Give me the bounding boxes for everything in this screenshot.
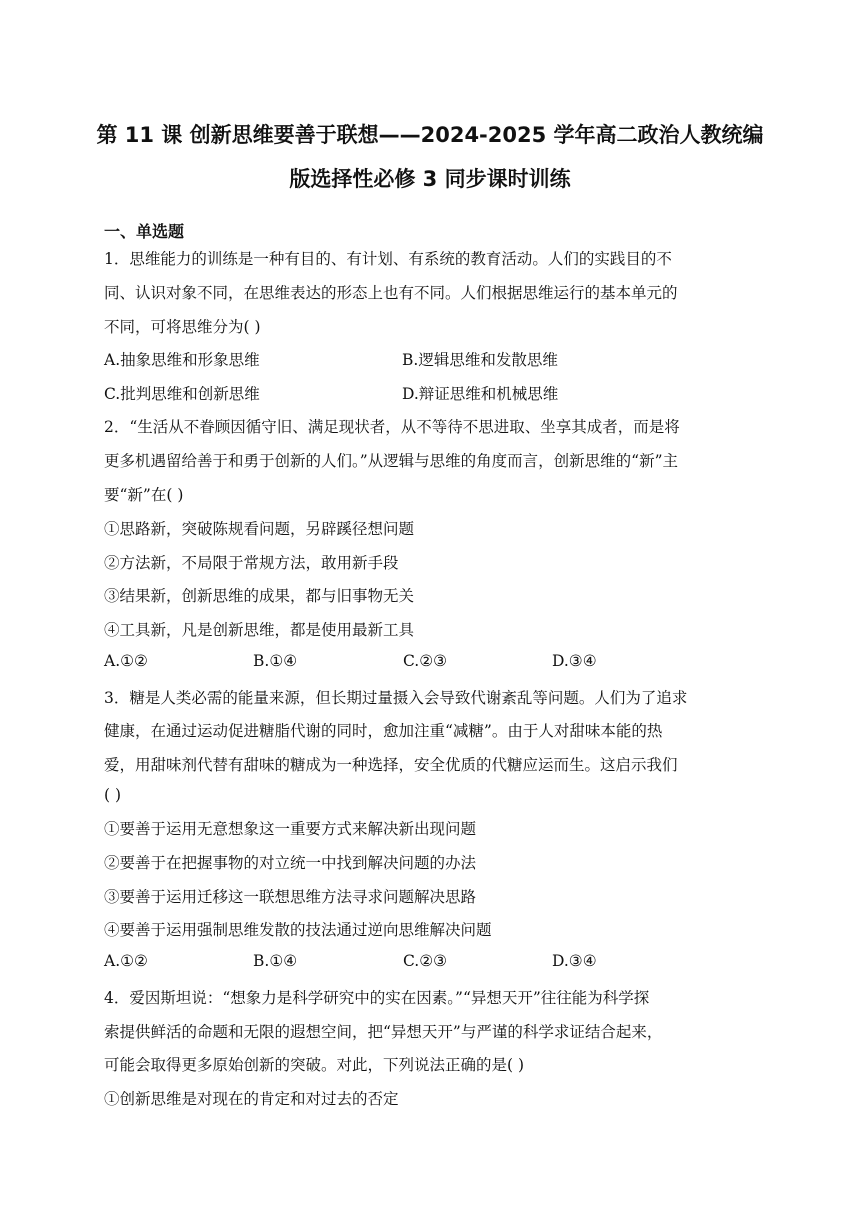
- q1-option-c: C.批判思维和创新思维: [104, 385, 260, 403]
- q3-stem-line: 健康，在通过运动促进糖脂代谢的同时，愈加注重“减糖”。由于人对甜味本能的热: [104, 722, 663, 740]
- q3-stem-line: 爱，用甜味剂代替有甜味的糖成为一种选择，安全优质的代糖应运而生。这启示我们: [104, 756, 678, 774]
- q1-option-a: A.抽象思维和形象思维: [104, 351, 260, 369]
- document-title-line-2: 版选择性必修 3 同步课时训练: [289, 167, 571, 191]
- q1-option-d: D.辩证思维和机械思维: [402, 385, 559, 403]
- q1-stem-line: 不同，可将思维分为( ): [104, 318, 261, 336]
- q1-stem-line: 1．思维能力的训练是一种有目的、有计划、有系统的教育活动。人们的实践目的不: [104, 250, 672, 268]
- q2-statement: ④工具新，凡是创新思维，都是使用最新工具: [104, 621, 415, 639]
- q2-option-c: C.②③: [403, 652, 448, 670]
- q3-statement: ③要善于运用迁移这一联想思维方法寻求问题解决思路: [104, 888, 477, 906]
- q2-stem-line: 更多机遇留给善于和勇于创新的人们。”从逻辑与思维的角度而言，创新思维的“新”主: [104, 452, 679, 470]
- q2-statement: ②方法新，不局限于常规方法，敢用新手段: [104, 554, 399, 572]
- q3-option-b: B.①④: [253, 952, 298, 970]
- q3-statement: ④要善于运用强制思维发散的技法通过逆向思维解决问题: [104, 921, 492, 939]
- q1-stem-line: 同、认识对象不同，在思维表达的形态上也有不同。人们根据思维运行的基本单元的: [104, 284, 678, 302]
- q2-statement: ③结果新，创新思维的成果，都与旧事物无关: [104, 587, 415, 605]
- q2-option-a: A.①②: [104, 652, 148, 670]
- q4-statement: ①创新思维是对现在的肯定和对过去的否定: [104, 1090, 399, 1108]
- q2-stem-line: 2．“生活从不眷顾因循守旧、满足现状者，从不等待不思进取、坐享其成者，而是将: [104, 418, 680, 436]
- document-title-line-1: 第 11 课 创新思维要善于联想——2024-2025 学年高二政治人教统编: [96, 123, 764, 147]
- q3-option-a: A.①②: [104, 952, 148, 970]
- q4-stem-line: 可能会取得更多原始创新的突破。对此，下列说法正确的是( ): [104, 1056, 525, 1074]
- q3-statement: ②要善于在把握事物的对立统一中找到解决问题的办法: [104, 854, 477, 872]
- q3-option-d: D.③④: [552, 952, 597, 970]
- q3-statement: ①要善于运用无意想象这一重要方式来解决新出现问题: [104, 820, 477, 838]
- q1-option-b: B.逻辑思维和发散思维: [402, 351, 558, 369]
- q2-stem-line: 要“新”在( ): [104, 486, 184, 504]
- q4-stem-line: 4．爱因斯坦说：“想象力是科学研究中的实在因素。”“异想天开”往往能为科学探: [104, 989, 650, 1007]
- section-heading: 一、单选题: [104, 222, 185, 241]
- q2-statement: ①思路新，突破陈规看问题，另辟蹊径想问题: [104, 520, 415, 538]
- q3-option-c: C.②③: [403, 952, 448, 970]
- q2-option-b: B.①④: [253, 652, 298, 670]
- q2-option-d: D.③④: [552, 652, 597, 670]
- q3-stem-line: 3．糖是人类必需的能量来源，但长期过量摄入会导致代谢紊乱等问题。人们为了追求: [104, 689, 688, 707]
- q4-stem-line: 索提供鲜活的命题和无限的遐想空间，把“异想天开”与严谨的科学求证结合起来，: [104, 1023, 663, 1041]
- q3-stem-line: ( ): [104, 786, 122, 804]
